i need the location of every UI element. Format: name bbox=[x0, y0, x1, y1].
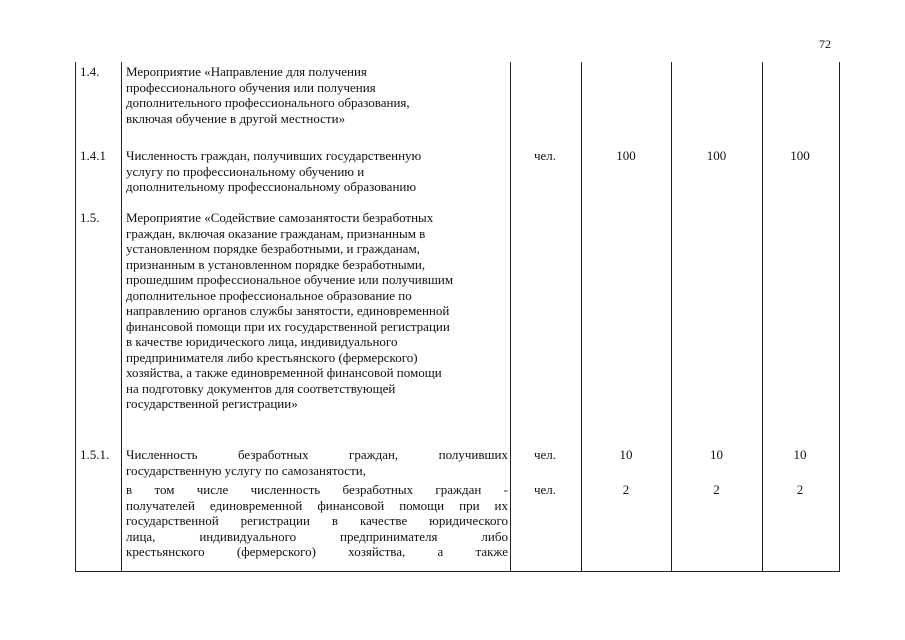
value-cell: 2 bbox=[713, 482, 720, 497]
description-line: направлению органов службы занятости, единовременной bbox=[126, 303, 450, 318]
description-line: включая обучение в другой местности» bbox=[126, 110, 346, 126]
description-line: дополнительное профессиональное образование по bbox=[126, 287, 412, 303]
description-line: граждан, включая оказание гражданам, признанным в bbox=[126, 225, 426, 241]
description-line: Численность граждан, получивших государственную bbox=[126, 148, 422, 163]
description-line: Мероприятие «Направление для получения bbox=[126, 64, 367, 79]
row-number: 1.4. bbox=[80, 64, 100, 79]
description-line: признанным в установленном порядке безработными, bbox=[126, 256, 426, 272]
row-number: 1.4.1 bbox=[80, 148, 106, 163]
description-line: услугу по профессиональному обучению и bbox=[126, 163, 365, 179]
row-description bbox=[126, 447, 508, 478]
row-number: 1.5. bbox=[80, 210, 100, 225]
page-number: 72 bbox=[819, 37, 831, 51]
description-line: прошедшим профессиональное обучение или получившим bbox=[126, 272, 454, 287]
unit-cell: чел. bbox=[533, 447, 557, 462]
description-line: в качестве юридического лица, индивидуального bbox=[126, 334, 398, 349]
unit-cell: чел. bbox=[533, 148, 557, 163]
value-cell: 10 bbox=[710, 447, 723, 462]
row-description bbox=[126, 64, 508, 126]
description-line: хозяйства, а также единовременной финансовой помощи bbox=[126, 365, 442, 380]
column-divider bbox=[121, 62, 122, 571]
row-description bbox=[126, 210, 508, 412]
description-line: установленном порядке безработными, и гражданам, bbox=[126, 241, 420, 256]
unit-cell: чел. bbox=[533, 482, 557, 497]
description-line: Мероприятие «Содействие самозанятости безработных bbox=[126, 210, 434, 225]
value-cell: 100 bbox=[706, 148, 727, 163]
description-line: дополнительному профессиональному образованию bbox=[126, 179, 417, 194]
value-cell: 2 bbox=[622, 482, 630, 497]
description-line: Численность безработных граждан, получивших bbox=[126, 447, 508, 462]
indicators-table bbox=[75, 62, 840, 572]
value-cell: 10 bbox=[793, 447, 807, 462]
value-cell: 100 bbox=[790, 148, 810, 163]
value-cell: 2 bbox=[796, 482, 804, 497]
description-line: профессионального обучения или получения bbox=[126, 79, 376, 95]
row-description bbox=[126, 148, 508, 195]
description-line: предпринимателя либо крестьянского (фермерского) bbox=[126, 349, 418, 365]
description-line: государственной регистрации в качестве юридического bbox=[126, 513, 508, 528]
description-line: лица, индивидуального предпринимателя либо bbox=[126, 528, 508, 544]
description-line: дополнительного профессионального образования, bbox=[126, 95, 410, 110]
value-cell: 10 bbox=[619, 447, 633, 462]
description-line: на подготовку документов для соответствующей bbox=[126, 380, 396, 396]
description-line: финансовой помощи при их государственной регистрации bbox=[126, 318, 450, 334]
value-cell: 100 bbox=[616, 148, 636, 163]
description-line: получателей единовременной финансовой помощи при их bbox=[126, 497, 508, 513]
row-number: 1.5.1. bbox=[80, 447, 110, 462]
description-line: крестьянского (фермерского) хозяйства, а также bbox=[126, 544, 508, 559]
row-description bbox=[126, 482, 508, 560]
description-line: в том числе численность безработных граждан - bbox=[126, 482, 508, 497]
description-line: государственной регистрации» bbox=[126, 396, 298, 411]
description-line: государственную услугу по самозанятости, bbox=[126, 462, 366, 478]
